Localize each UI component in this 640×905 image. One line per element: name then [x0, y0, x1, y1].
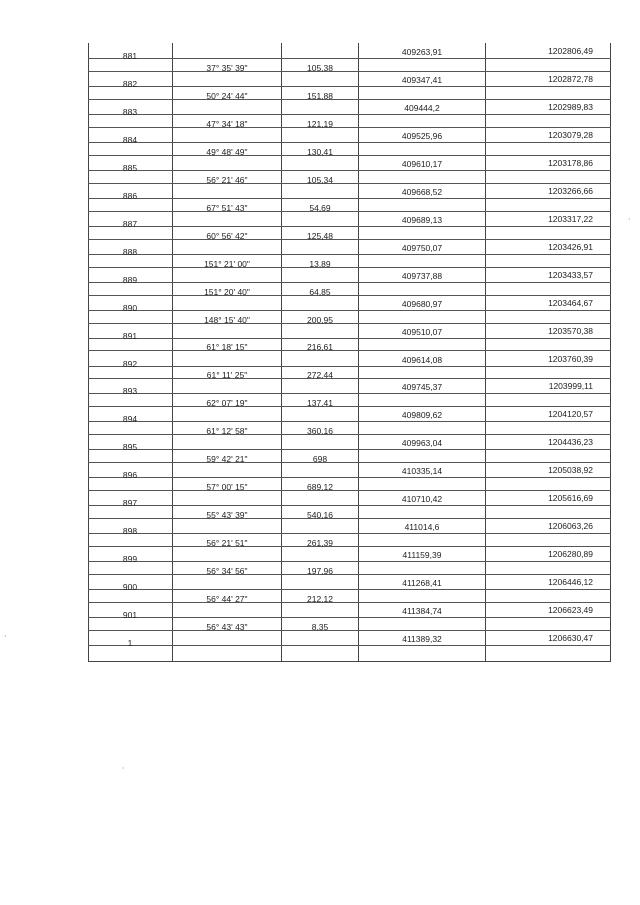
cell-x-coordinate: 409680,97 — [401, 299, 443, 309]
cell-y-coordinate: 1204120,57 — [548, 409, 593, 419]
cell-point-number: 891 — [122, 331, 138, 341]
cell-direction-angle: 61° 18' 15" — [206, 342, 248, 352]
cell-x-coordinate: 409614,08 — [401, 355, 443, 365]
cell-x-coordinate: 409444,2 — [404, 103, 440, 113]
cell-x-coordinate: 411389,32 — [402, 634, 442, 644]
cell-x-coordinate: 409347,41 — [401, 75, 443, 85]
cell-y-coordinate: 1206063,26 — [548, 521, 593, 531]
cell-x-coordinate: 409689,13 — [401, 215, 443, 225]
cell-direction-angle: 60° 56' 42" — [206, 231, 248, 241]
cell-direction-angle: 57° 00' 15" — [206, 482, 248, 492]
cell-length: 689,12 — [307, 482, 333, 492]
cell-direction-angle: 61° 11' 25" — [206, 370, 248, 380]
cell-length: 200,95 — [307, 315, 333, 325]
cell-x-coordinate: 409745,37 — [401, 382, 443, 392]
cell-y-coordinate: 1203178,86 — [548, 158, 593, 168]
cell-y-coordinate: 1202872,78 — [548, 74, 593, 84]
cell-point-number: 883 — [122, 107, 138, 117]
cell-x-coordinate: 411159,39 — [402, 550, 442, 560]
cell-direction-angle: 55° 43' 39" — [206, 510, 248, 520]
cell-y-coordinate: 1203317,22 — [548, 214, 593, 224]
cell-point-number: 882 — [122, 79, 138, 89]
cell-y-coordinate: 1206446,12 — [548, 577, 593, 587]
cell-x-coordinate: 409263,91 — [401, 47, 443, 57]
cell-length: 105,34 — [307, 175, 333, 185]
cell-length: 121,19 — [307, 119, 333, 129]
scan-mark: · — [122, 764, 125, 773]
cell-point-number: 895 — [122, 442, 138, 452]
cell-y-coordinate: 1206630,47 — [548, 633, 593, 643]
cell-y-coordinate: 1202806,49 — [548, 46, 593, 56]
cell-x-coordinate: 409668,52 — [401, 187, 443, 197]
cell-y-coordinate: 1204436,23 — [548, 437, 593, 447]
cell-y-coordinate: 1203760,39 — [548, 354, 593, 364]
cell-length: 212,12 — [307, 594, 333, 604]
cell-direction-angle: 67° 51' 43" — [206, 203, 248, 213]
cell-y-coordinate: 1203570,38 — [548, 326, 593, 336]
cell-point-number: 896 — [122, 470, 138, 480]
cell-direction-angle: 56° 34' 56" — [206, 566, 248, 576]
cell-y-coordinate: 1206280,89 — [548, 549, 593, 559]
cell-direction-angle: 148° 15' 40" — [204, 315, 250, 325]
cell-x-coordinate: 409750,07 — [401, 243, 443, 253]
cell-point-number: 884 — [122, 135, 138, 145]
cell-x-coordinate: 411268,41 — [402, 578, 442, 588]
cell-x-coordinate: 409963,04 — [401, 438, 443, 448]
cell-length: 54,69 — [309, 203, 331, 213]
cell-length: 8,35 — [311, 622, 329, 632]
cell-length: 137,41 — [307, 398, 333, 408]
cell-length: 261,39 — [307, 538, 333, 548]
cell-direction-angle: 56° 43' 43" — [206, 622, 248, 632]
cell-length: 698 — [312, 454, 328, 464]
cell-direction-angle: 49° 48' 49" — [206, 147, 248, 157]
cell-point-number: 887 — [122, 219, 138, 229]
cell-x-coordinate: 409809,62 — [401, 410, 443, 420]
cell-y-coordinate: 1203433,57 — [548, 270, 593, 280]
cell-x-coordinate: 409510,07 — [401, 327, 443, 337]
cell-y-coordinate: 1203266,66 — [548, 186, 593, 196]
cell-length: 13,89 — [309, 259, 331, 269]
cell-direction-angle: 56° 44' 27" — [206, 594, 248, 604]
cell-length: 360,16 — [307, 426, 333, 436]
cell-y-coordinate: 1203079,28 — [548, 130, 593, 140]
scan-mark: · — [4, 632, 7, 641]
cell-point-number: 888 — [122, 247, 138, 257]
cell-x-coordinate: 410335,14 — [401, 466, 443, 476]
cell-direction-angle: 37° 35' 39" — [206, 63, 248, 73]
scan-mark: · — [628, 215, 631, 224]
cell-point-number: 881 — [122, 51, 138, 61]
cell-direction-angle: 61° 12' 58" — [206, 426, 248, 436]
cell-x-coordinate: 409525,96 — [401, 131, 443, 141]
cell-x-coordinate: 409610,17 — [401, 159, 443, 169]
cell-y-coordinate: 1203999,11 — [548, 381, 593, 391]
cell-y-coordinate: 1202989,83 — [548, 102, 593, 112]
cell-y-coordinate: 1203426,91 — [548, 242, 593, 252]
cell-point-number: 1 — [127, 638, 133, 648]
cell-direction-angle: 47° 34' 18" — [206, 119, 248, 129]
cell-y-coordinate: 1206623,49 — [548, 605, 593, 615]
cell-y-coordinate: 1205038,92 — [548, 465, 593, 475]
cell-length: 130,41 — [307, 147, 333, 157]
cell-point-number: 898 — [122, 526, 138, 536]
cell-length: 64,85 — [309, 287, 331, 297]
cell-length: 125,48 — [307, 231, 333, 241]
cell-x-coordinate: 411014,6 — [404, 522, 440, 532]
cell-direction-angle: 56° 21' 51" — [206, 538, 248, 548]
cell-point-number: 889 — [122, 275, 138, 285]
cell-point-number: 894 — [122, 414, 138, 424]
cell-point-number: 900 — [122, 582, 138, 592]
cell-length: 105,38 — [307, 63, 333, 73]
cell-point-number: 890 — [122, 303, 138, 313]
cell-point-number: 886 — [122, 191, 138, 201]
cell-y-coordinate: 1205616,69 — [548, 493, 593, 503]
cell-point-number: 899 — [122, 554, 138, 564]
cell-direction-angle: 59° 42' 21" — [206, 454, 248, 464]
cell-x-coordinate: 410710,42 — [401, 494, 443, 504]
cell-point-number: 893 — [122, 386, 138, 396]
cell-point-number: 885 — [122, 163, 138, 173]
cell-x-coordinate: 411384,74 — [402, 606, 442, 616]
cell-y-coordinate: 1203464,67 — [548, 298, 593, 308]
cell-length: 151,88 — [307, 91, 333, 101]
cell-point-number: 892 — [122, 359, 138, 369]
cell-length: 197,96 — [307, 566, 333, 576]
cell-length: 540,16 — [307, 510, 333, 520]
cell-x-coordinate: 409737,88 — [401, 271, 443, 281]
cell-point-number: 901 — [122, 610, 138, 620]
cell-direction-angle: 50° 24' 44" — [206, 91, 248, 101]
cell-direction-angle: 62° 07' 19" — [206, 398, 248, 408]
cell-direction-angle: 151° 21' 00" — [204, 259, 250, 269]
cell-direction-angle: 151° 20' 40" — [204, 287, 250, 297]
cell-point-number: 897 — [122, 498, 138, 508]
cell-direction-angle: 56° 21' 46" — [206, 175, 248, 185]
cell-length: 272,44 — [307, 370, 333, 380]
cell-length: 216,61 — [307, 342, 333, 352]
